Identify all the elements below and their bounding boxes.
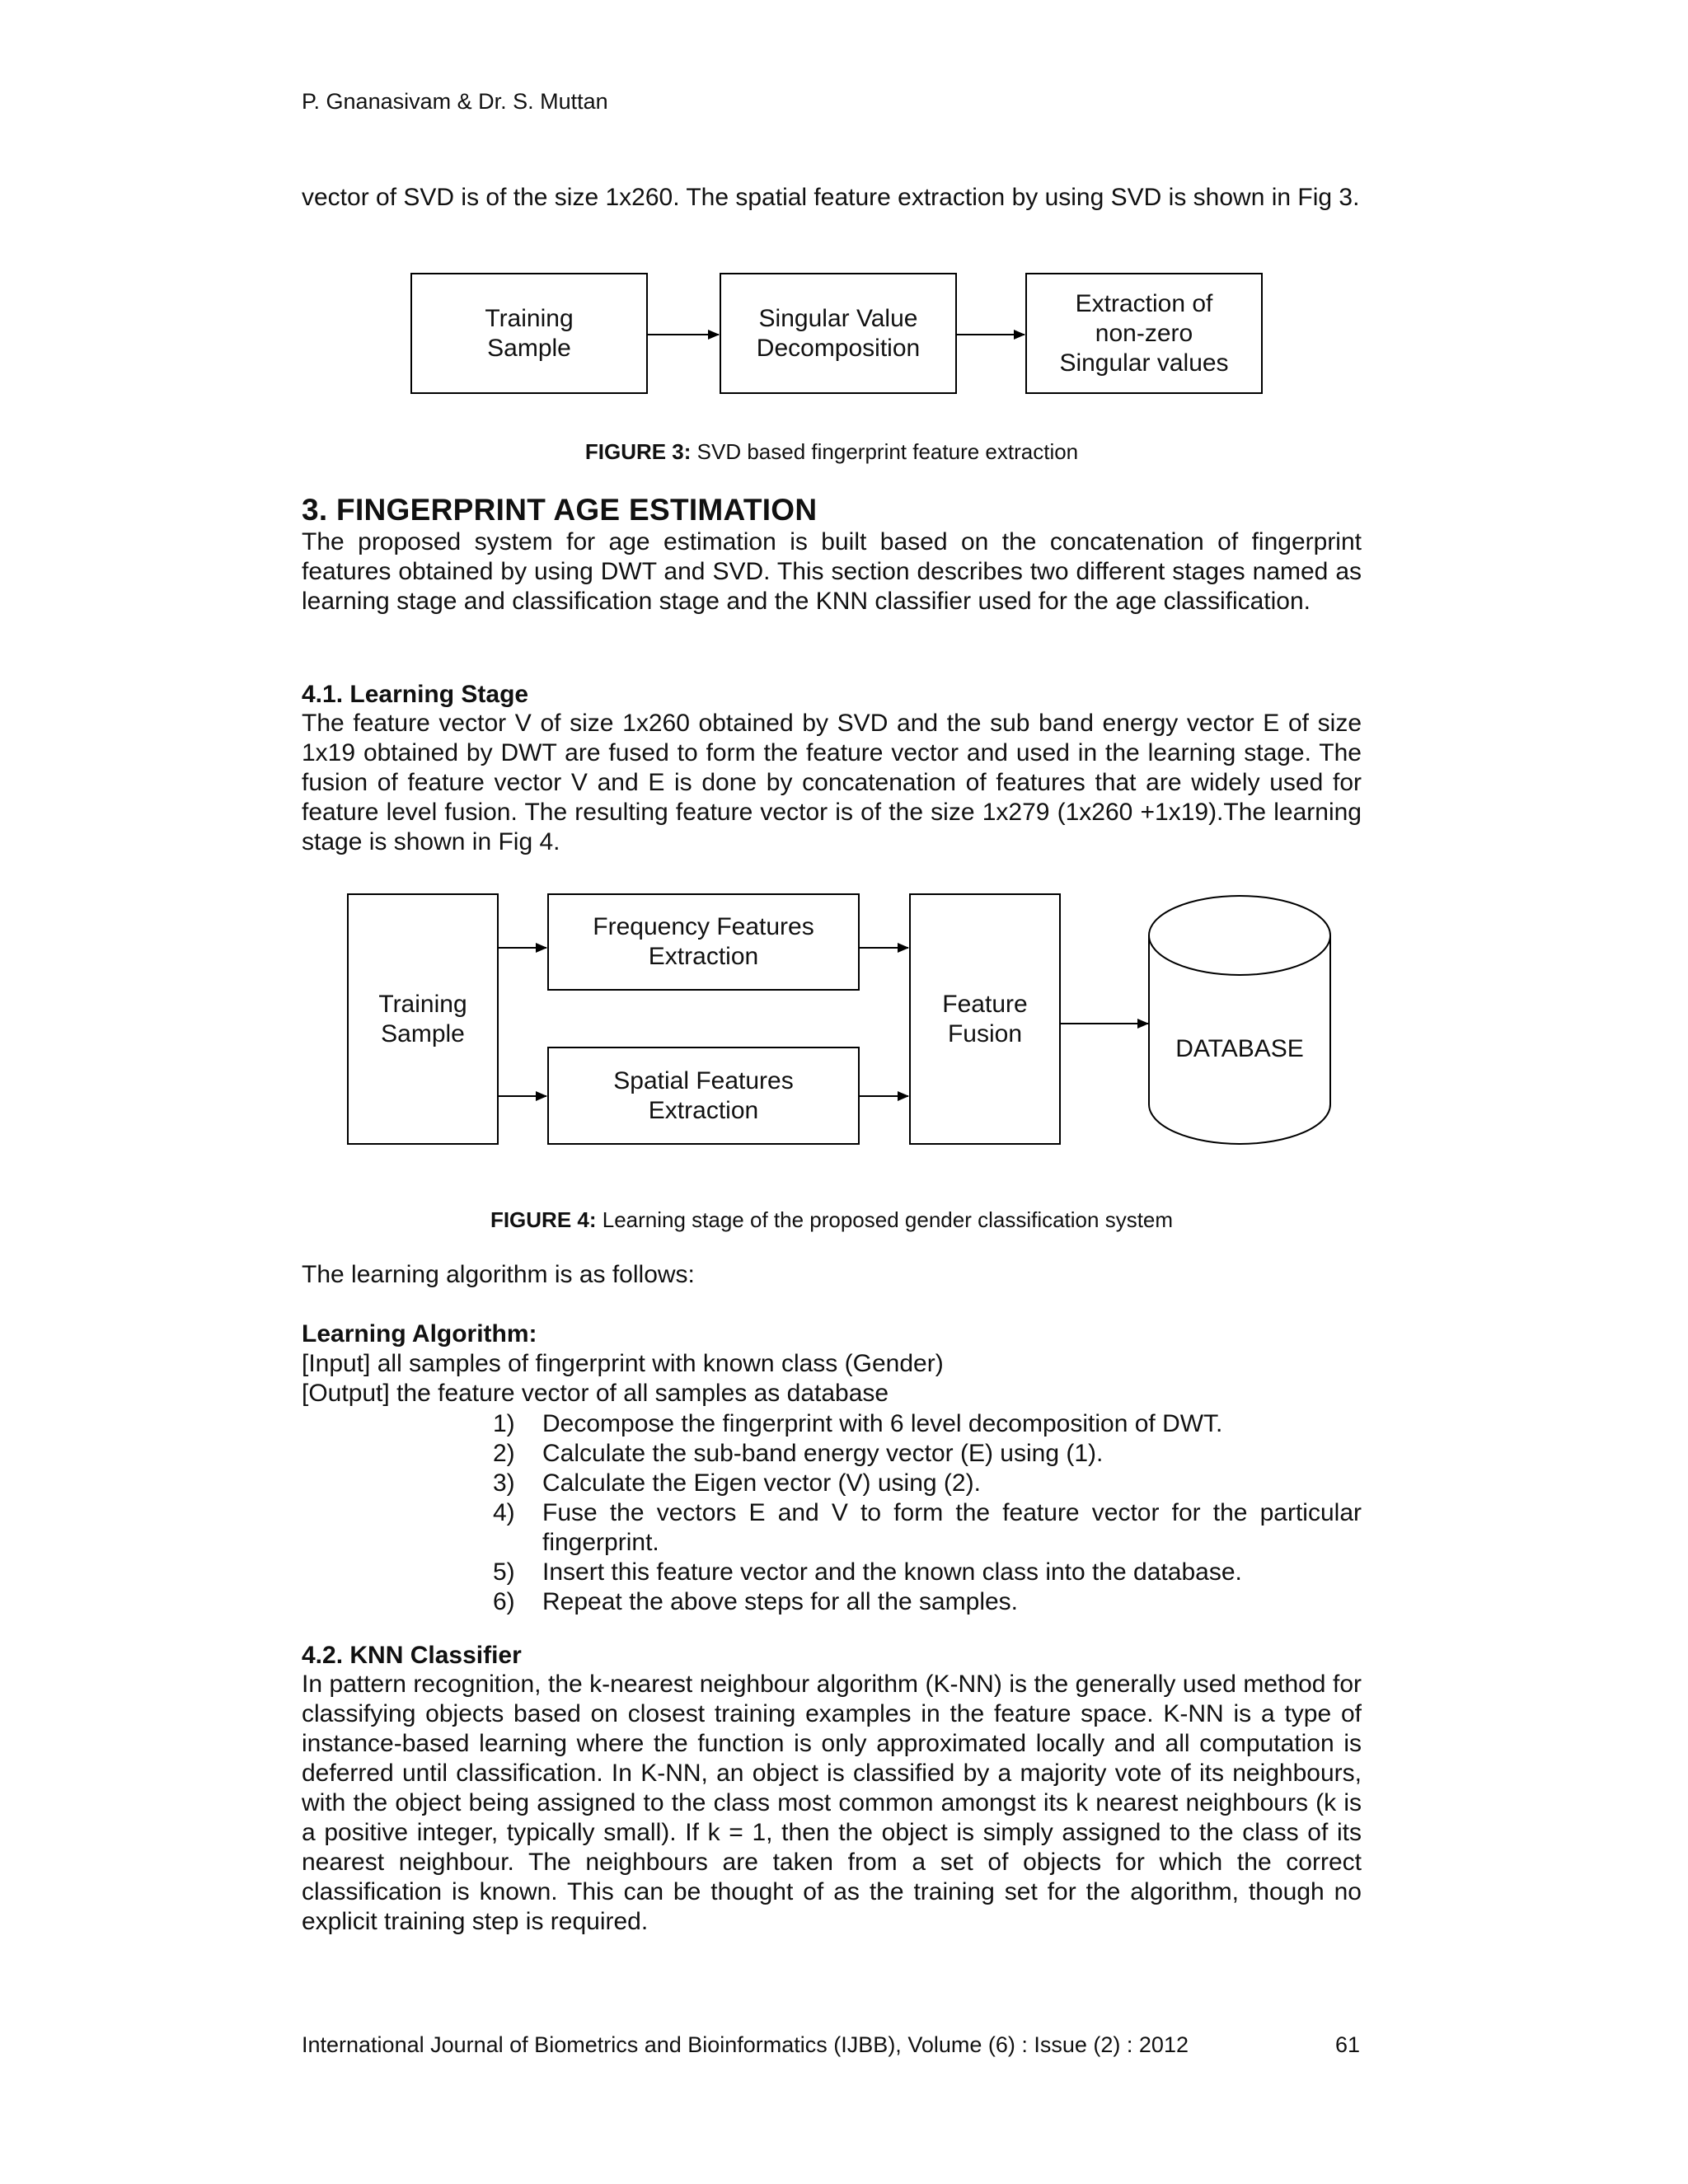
step-number: 5)	[493, 1558, 515, 1586]
step-text: Insert this feature vector and the known class into the database.	[542, 1558, 1242, 1586]
section-4-2-paragraph: In pattern recognition, the k-nearest neighbour algorithm (K-NN) is the generally used method for classifying objects based on closest training examples in the feature space. K-NN is a type of instance-based learning where the function is only approximated locally and all computation is deferred until classification. In K-NN, an object is classified by a majority vote of its neighbours, with the object being assigned to the class most common amongst its k nearest neighbours (k is a positive integer, typically small). If k = 1, then the object is simply assigned to the class of its nearest neighbour. The neighbours are taken from a set of objects for which the correct classification is known. This can be thought of as the training set for the algorithm, though no explicit training step is required.	[302, 1671, 1362, 1935]
fig3-caption-text: SVD based fingerprint feature extraction	[691, 439, 1079, 464]
step-text: Decompose the fingerprint with 6 level decomposition of DWT.	[542, 1410, 1223, 1437]
algorithm-steps	[493, 1409, 1362, 1617]
step-number: 6)	[493, 1588, 515, 1615]
algorithm-input: [Input] all samples of fingerprint with known class (Gender)	[302, 1350, 944, 1377]
algorithm-step	[493, 1409, 1362, 1439]
section-4-2-title: 4.2. KNN Classifier	[302, 1642, 522, 1669]
section-4-1-title: 4.1. Learning Stage	[302, 681, 529, 708]
algorithm-step	[493, 1587, 1362, 1617]
algorithm-step	[493, 1558, 1362, 1587]
fig4-box-line: Training	[378, 990, 467, 1018]
fig4-caption	[302, 1207, 1362, 1233]
fig4-box-line: Extraction	[648, 943, 759, 970]
fig4-box-line: Extraction	[648, 1096, 759, 1124]
section-3-paragraph: The proposed system for age estimation is built based on the concatenation of fingerprint features obtained by using DWT and SVD. This section describes two different stages named as learning stage and classification stage and the KNN classifier used for the age classification.	[302, 528, 1362, 615]
step-number: 3)	[493, 1469, 515, 1497]
running-head: P. Gnanasivam & Dr. S. Muttan	[302, 89, 608, 114]
learning-intro: The learning algorithm is as follows:	[302, 1261, 695, 1288]
step-number: 4)	[493, 1499, 515, 1526]
intro-paragraph: vector of SVD is of the size 1x260. The spatial feature extraction by using SVD is shown in Fig 3.	[302, 184, 1360, 211]
fig4-box-line: Spatial Features	[613, 1066, 794, 1094]
step-number: 2)	[493, 1440, 515, 1467]
fig4-caption-text: Learning stage of the proposed gender classification system	[596, 1207, 1174, 1232]
fig3-box-line: Singular values	[1059, 349, 1229, 377]
algorithm-step	[493, 1498, 1362, 1558]
step-text: Repeat the above steps for all the samples.	[542, 1588, 1019, 1615]
section-3-title: 3. FINGERPRINT AGE ESTIMATION	[302, 493, 818, 527]
fig4-box-line: Frequency Features	[593, 913, 814, 940]
fig3-box-line: Singular Value	[758, 304, 918, 332]
fig3-box-line: Decomposition	[756, 334, 921, 362]
algorithm-output: [Output] the feature vector of all samples as database	[302, 1380, 889, 1407]
fig4-box-line: Feature	[942, 990, 1028, 1018]
fig3-box-line: Sample	[487, 334, 571, 362]
fig3-caption-label: FIGURE 3:	[584, 439, 692, 464]
algorithm-title: Learning Algorithm:	[302, 1320, 537, 1347]
algorithm-step	[493, 1439, 1362, 1469]
step-text: Calculate the sub-band energy vector (E) using (1).	[542, 1440, 1104, 1467]
fig3-box-line: Training	[485, 304, 574, 332]
step-text: Fuse the vectors E and V to form the feature vector for the particular fingerprint.	[542, 1499, 1362, 1556]
step-number: 1)	[493, 1410, 515, 1437]
fig4-database-label: DATABASE	[1175, 1035, 1304, 1062]
fig4-caption-label: FIGURE 4:	[490, 1207, 597, 1232]
fig4-box-line: Fusion	[947, 1019, 1023, 1047]
footer-journal: International Journal of Biometrics and Bioinformatics (IJBB), Volume (6) : Issue (2) : 2012	[302, 2032, 1189, 2057]
fig4-database-cylinder	[1149, 896, 1330, 1144]
page-number: 61	[1335, 2032, 1361, 2057]
fig3-box-line: Extraction of	[1075, 289, 1213, 317]
section-4-1-paragraph: The feature vector V of size 1x260 obtained by SVD and the sub band energy vector E of size 1x19 obtained by DWT are fused to form the feature vector and used in the learning stage. The fusion of feature vector V and E is done by concatenation of features that are widely used for feature level fusion. The resulting feature vector is of the size 1x279 (1x260 +1x19).The learning stage is shown in Fig 4.	[302, 710, 1362, 855]
step-text: Calculate the Eigen vector (V) using (2).	[542, 1469, 981, 1497]
fig3-box-line: non-zero	[1095, 319, 1193, 347]
algorithm-step	[493, 1469, 1362, 1498]
fig4-box-line: Sample	[381, 1019, 465, 1047]
